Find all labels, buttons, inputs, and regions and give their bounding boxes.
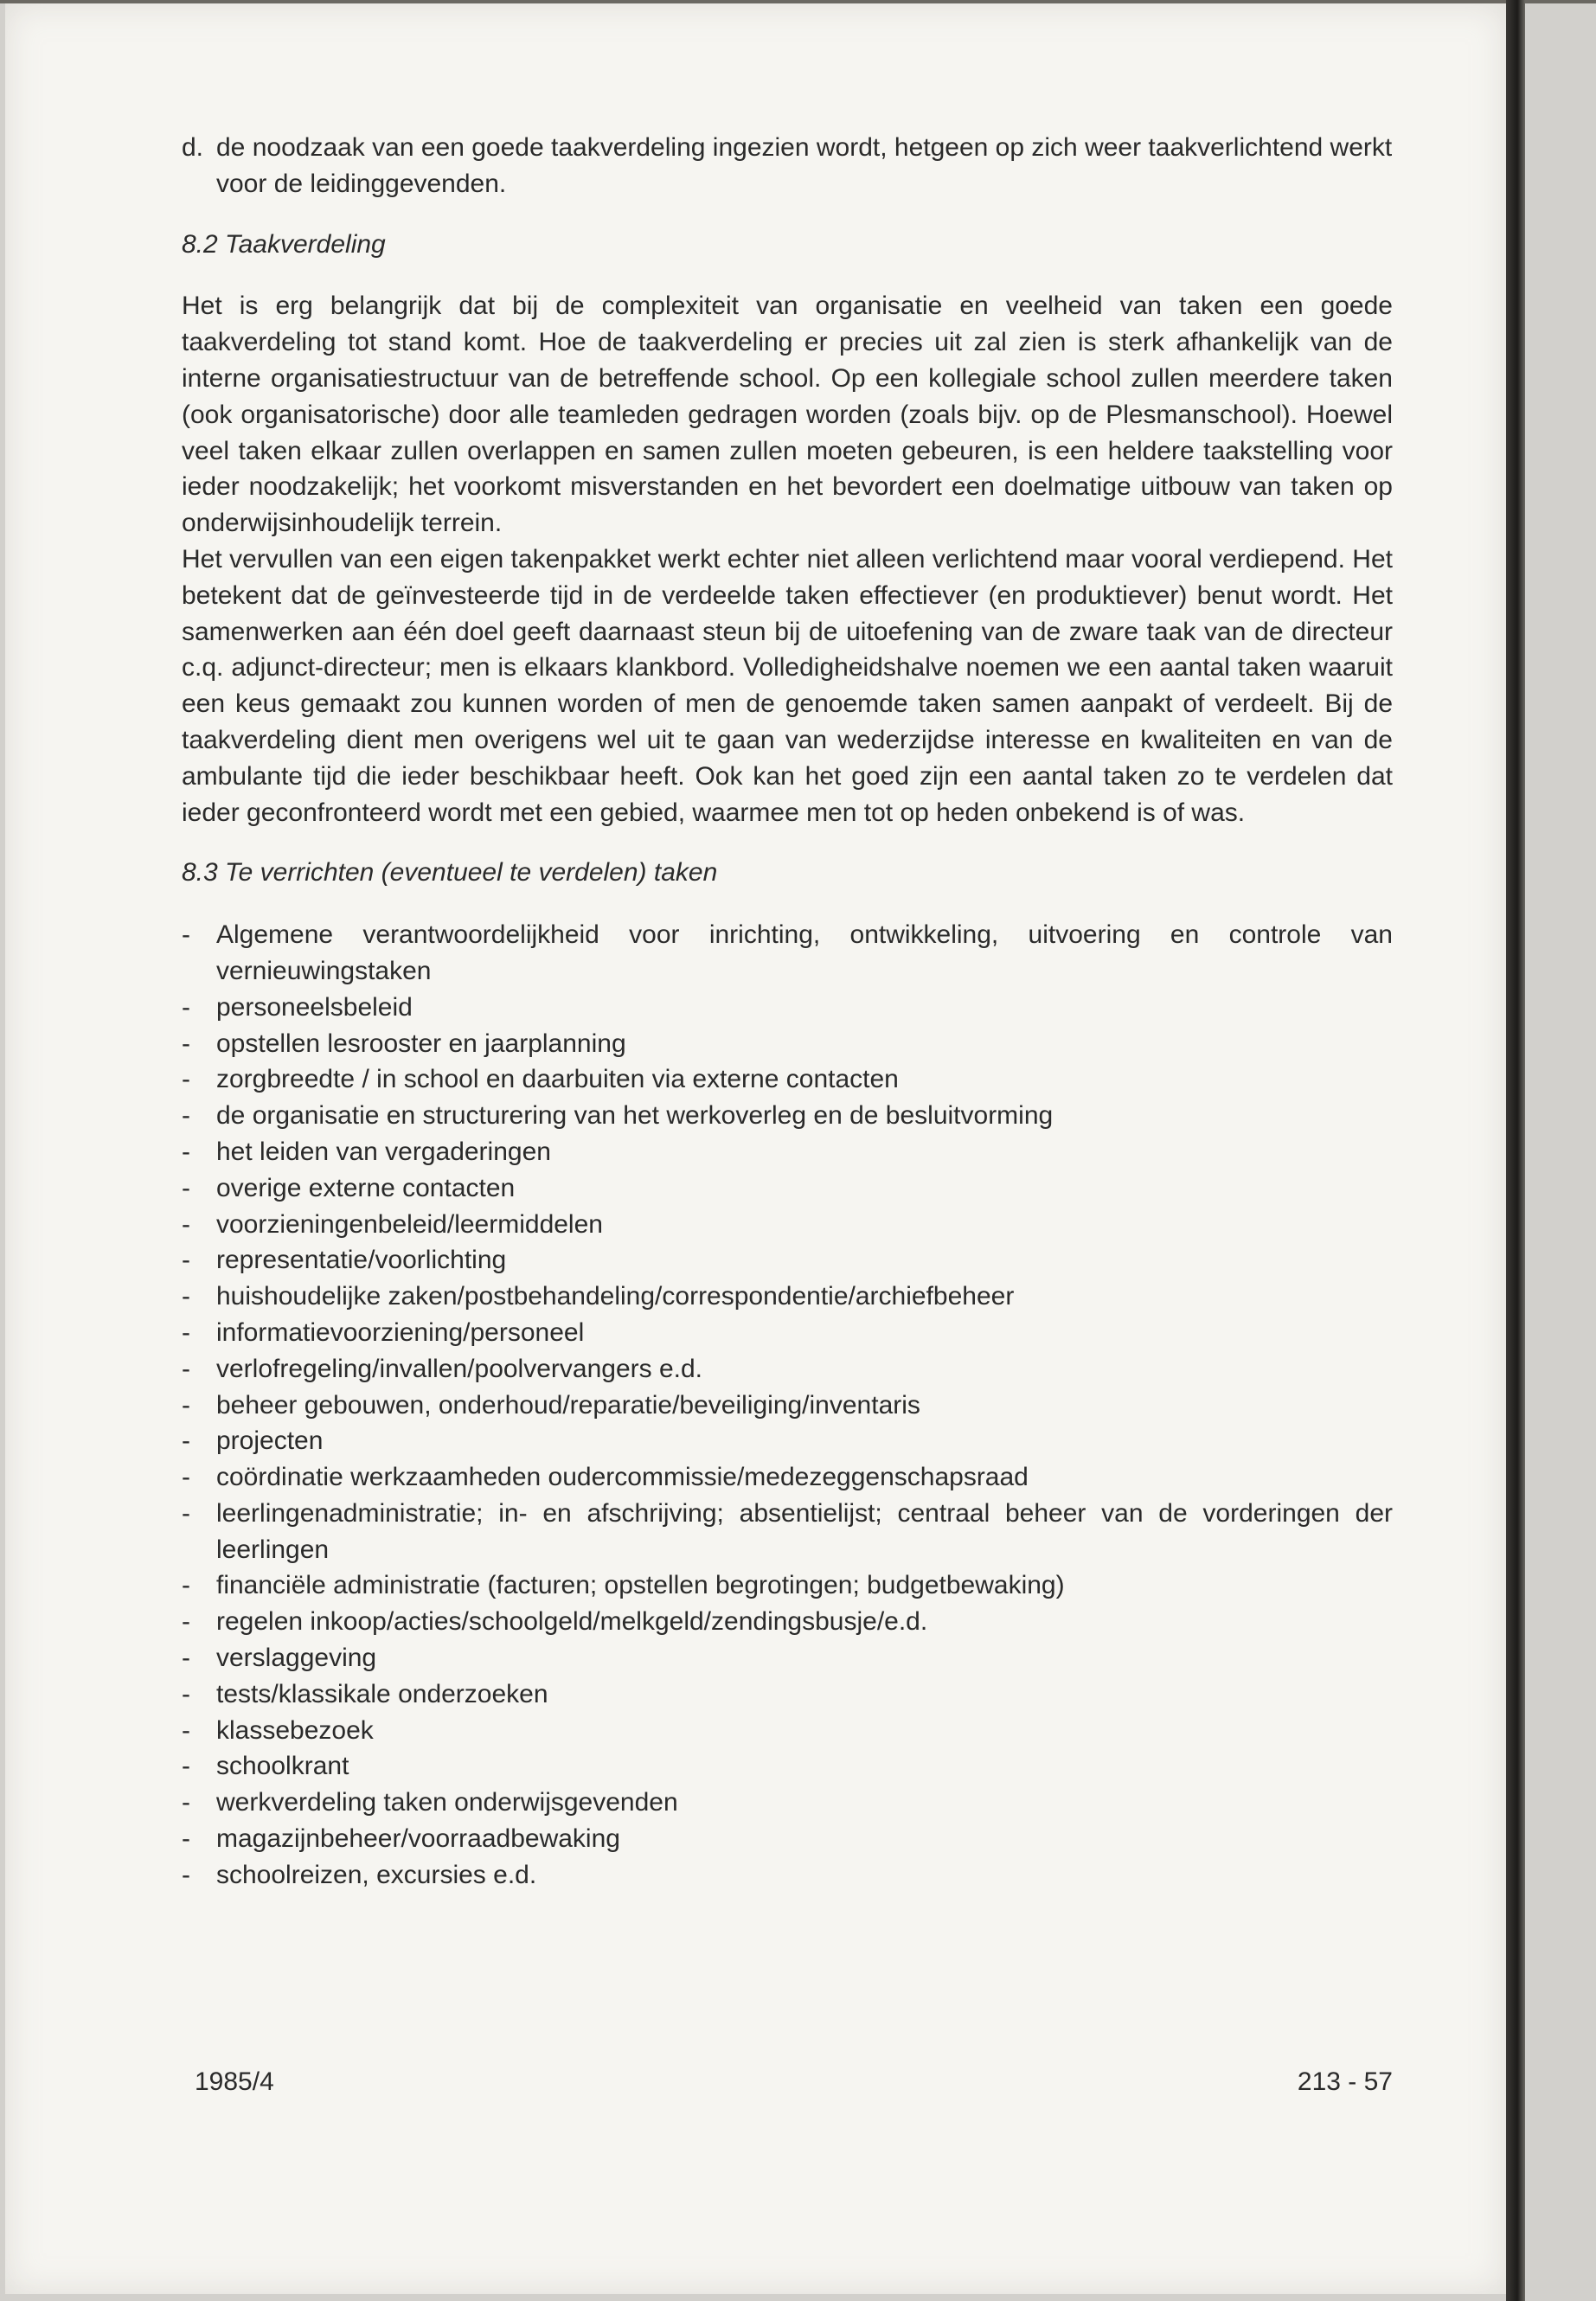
list-dash-marker: - [182, 1571, 190, 1600]
task-text: voorzieningenbeleid/leermiddelen [216, 1209, 603, 1239]
list-dash-marker: - [182, 1390, 190, 1420]
task-text: beheer gebouwen, onderhoud/reparatie/beveiliging/inventaris [216, 1390, 920, 1420]
section-8-2-paragraph-1: Het is erg belangrijk dat bij de complexiteit van organisatie en veelheid van taken een goede taakverdeling tot stand komt. Hoe de taakverdeling er precies uit zal zien is sterk afhankelijk van de interne organisatiestructuur van de betreffende school. Op een kollegiale school zullen meerdere taken (ook organisatorische) door alle teamleden gedragen worden (zoals bijv. op de Plesmanschool). Hoewel veel taken elkaar zullen overlappen en samen zullen moeten gebeuren, is een heldere taakstelling voor ieder noodzakelijk; het voorkomt misverstanden en het bevordert een doelmatige uitbouw van taken op onderwijsinhoudelijk terrein. [182, 292, 1393, 538]
task-list-item [182, 1496, 1393, 1568]
task-list-item [182, 990, 1393, 1026]
section-8-2-paragraph-2: Het vervullen van een eigen takenpakket werkt echter niet alleen verlichtend maar vooral verdiepend. Het betekent dat de geïnvesteerde tijd in de verdeelde taken effectiever (en produktiever) benut wordt. Het samenwerken aan één doel geeft daarnaast steun bij de uitoefening van de zware taak van de directeur c.q. adjunct-directeur; men is elkaars klankbord. Volledigheidshalve noemen we een aantal taken waaruit een keus gemaakt zou kunnen worden of men de genoemde taken samen aanpakt of verdeelt. Bij de taakverdeling dient men overigens wel uit te gaan van wederzijdse interesse en kwaliteiten en van de ambulante tijd die ieder beschikbaar heeft. Ook kan het goed zijn een aantal taken zo te verdelen dat ieder geconfronteerd wordt met een gebied, waarmee men tot op heden onbekend is of was. [182, 544, 1393, 827]
list-dash-marker: - [182, 1209, 190, 1239]
scan-right-edge-shadow [1506, 0, 1525, 2301]
task-list-item [182, 1423, 1393, 1459]
task-text: overige externe contacten [216, 1173, 516, 1202]
task-text: zorgbreedte / in school en daarbuiten via externe contacten [216, 1065, 899, 1094]
list-dash-marker: - [182, 1317, 190, 1347]
list-dash-marker: - [182, 1679, 190, 1708]
section-heading-8-3: 8.3 Te verrichten (eventueel te verdelen) taken [182, 858, 718, 888]
task-text: informatievoorziening/personeel [216, 1317, 585, 1347]
page-content [182, 130, 1393, 1894]
list-dash-marker: - [182, 1824, 190, 1854]
task-list-item [182, 1242, 1393, 1279]
list-dash-marker: - [182, 1173, 190, 1202]
task-list [182, 917, 1393, 1894]
task-list-item [182, 1134, 1393, 1170]
list-dash-marker: - [182, 1498, 190, 1528]
list-dash-marker: - [182, 1715, 190, 1745]
footer-edition: 1985/4 [195, 2067, 274, 2096]
list-dash-marker: - [182, 1137, 190, 1166]
list-dash-marker: - [182, 1644, 190, 1673]
task-list-item [182, 1785, 1393, 1821]
task-list-item [182, 1098, 1393, 1134]
list-dash-marker: - [182, 992, 190, 1022]
list-dash-marker: - [182, 1282, 190, 1311]
item-d-marker: d. [182, 133, 204, 162]
task-list-item [182, 1207, 1393, 1243]
task-text: verslaggeving [216, 1644, 377, 1673]
task-text: werkverdeling taken onderwijsgevenden [216, 1788, 678, 1817]
task-list-item [182, 1388, 1393, 1424]
list-dash-marker: - [182, 1426, 190, 1456]
task-list-item [182, 917, 1393, 990]
task-list-item [182, 1061, 1393, 1098]
task-list-item [182, 1279, 1393, 1315]
task-list-item [182, 1676, 1393, 1713]
task-list-item [182, 1026, 1393, 1062]
task-text: verlofregeling/invallen/poolvervangers e.d. [216, 1354, 703, 1383]
task-list-item [182, 1640, 1393, 1676]
task-list-item [182, 1170, 1393, 1207]
task-text: het leiden van vergaderingen [216, 1137, 551, 1166]
task-text: personeelsbeleid [216, 992, 413, 1022]
task-list-item [182, 1604, 1393, 1640]
task-list-item [182, 1821, 1393, 1857]
task-text: huishoudelijke zaken/postbehandeling/correspondentie/archiefbeheer [216, 1282, 1015, 1311]
task-text: schoolkrant [216, 1752, 349, 1781]
task-text: leerlingenadministratie; in- en afschrijving; absentielijst; centraal beheer van de vorderingen der leerlingen [216, 1498, 1393, 1564]
list-item-d [182, 130, 1393, 202]
list-dash-marker: - [182, 1860, 190, 1889]
task-text: coördinatie werkzaamheden oudercommissie/medezeggenschapsraad [216, 1463, 1029, 1492]
task-text: de organisatie en structurering van het werkoverleg en de besluitvorming [216, 1101, 1054, 1131]
task-text: opstellen lesrooster en jaarplanning [216, 1029, 626, 1058]
list-dash-marker: - [182, 1752, 190, 1781]
task-text: projecten [216, 1426, 324, 1456]
task-text: representatie/voorlichting [216, 1246, 507, 1275]
task-text: klassebezoek [216, 1715, 374, 1745]
task-list-item [182, 1713, 1393, 1749]
list-dash-marker: - [182, 1607, 190, 1637]
task-list-item [182, 1351, 1393, 1388]
task-list-item [182, 1315, 1393, 1351]
section-heading-8-2: 8.2 Taakverdeling [182, 229, 386, 259]
task-list-item [182, 1459, 1393, 1496]
list-dash-marker: - [182, 1065, 190, 1094]
task-list-item [182, 1857, 1393, 1894]
list-dash-marker: - [182, 1246, 190, 1275]
item-d-text: de noodzaak van een goede taakverdeling ingezien wordt, hetgeen op zich weer taakverlichtend werkt voor de leidinggevenden. [216, 133, 1393, 198]
list-dash-marker: - [182, 1463, 190, 1492]
task-text: regelen inkoop/acties/schoolgeld/melkgeld/zendingsbusje/e.d. [216, 1607, 928, 1637]
list-dash-marker: - [182, 1354, 190, 1383]
list-dash-marker: - [182, 1101, 190, 1131]
list-dash-marker: - [182, 1788, 190, 1817]
task-text: Algemene verantwoordelijkheid voor inrichting, ontwikkeling, uitvoering en controle van vernieuwingstaken [216, 920, 1393, 985]
footer-page-number: 213 - 57 [1297, 2067, 1393, 2096]
task-list-item [182, 1748, 1393, 1785]
list-dash-marker: - [182, 1029, 190, 1058]
list-dash-marker: - [182, 920, 190, 950]
task-list-item [182, 1567, 1393, 1604]
task-text: financiële administratie (facturen; opstellen begrotingen; budgetbewaking) [216, 1571, 1065, 1600]
task-text: magazijnbeheer/voorraadbewaking [216, 1824, 620, 1854]
page-footer [195, 2067, 1393, 2102]
task-text: tests/klassikale onderzoeken [216, 1679, 548, 1708]
task-text: schoolreizen, excursies e.d. [216, 1860, 537, 1889]
